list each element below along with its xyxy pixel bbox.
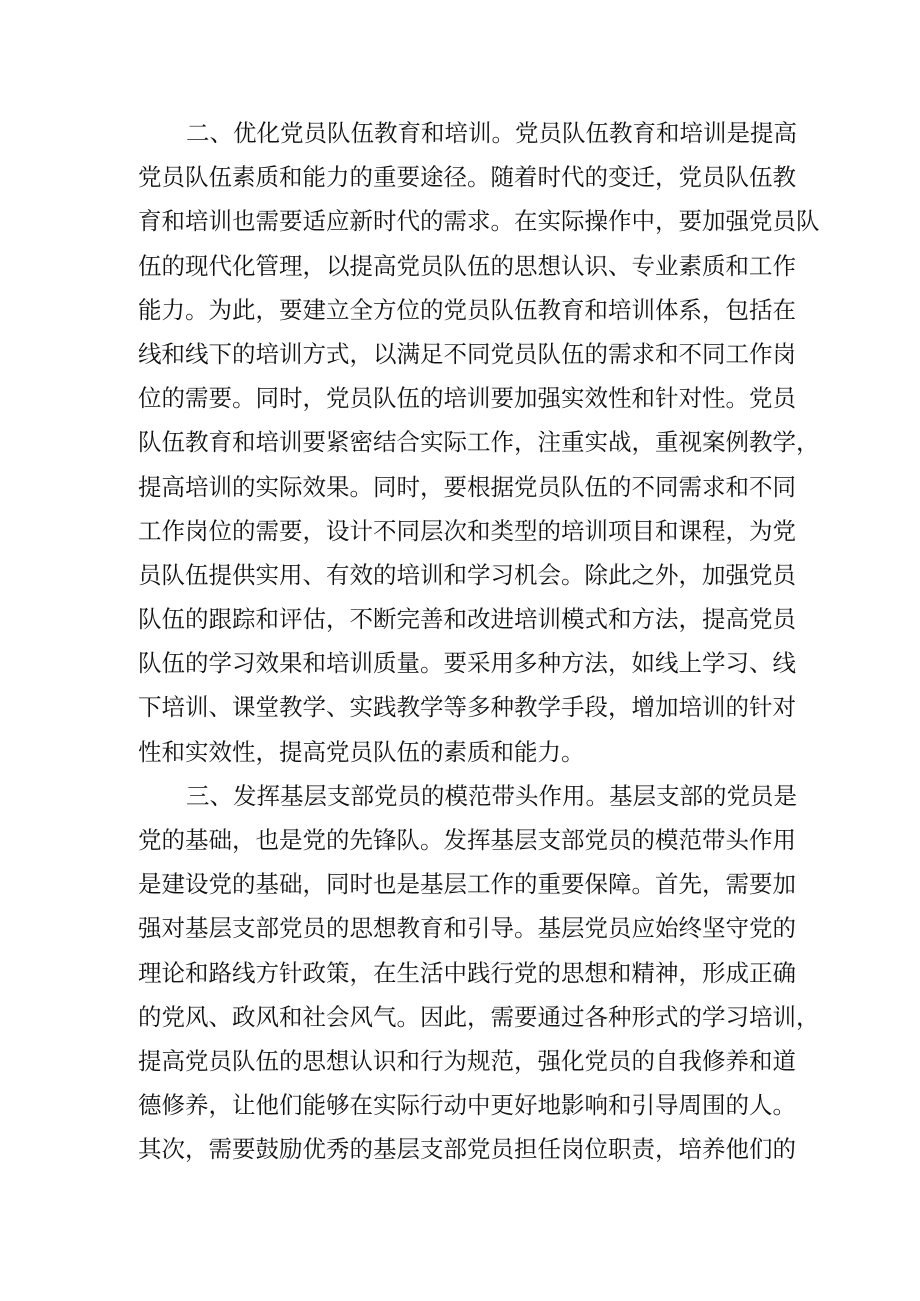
paragraph-line: 党的基础，也是党的先锋队。发挥基层支部党员的模范带头作用 xyxy=(138,826,796,854)
paragraph-line: 三、发挥基层支部党员的模范带头作用。基层支部的党员是 xyxy=(186,781,797,810)
paragraph-line: 提高党员队伍的思想认识和行为规范，强化党员的自我修养和道 xyxy=(138,1046,796,1075)
paragraph-2 xyxy=(138,111,820,774)
paragraph-line: 下培训、课堂教学、实践教学等多种教学手段，增加培训的针对 xyxy=(138,693,796,722)
paragraph-line: 能力。为此，要建立全方位的党员队伍教育和培训体系，包括在 xyxy=(138,295,796,324)
paragraph-line: 强对基层支部党员的思想教育和引导。基层党员应始终坚守党的 xyxy=(138,914,796,943)
paragraph-line: 线和线下的培训方式，以满足不同党员队伍的需求和不同工作岗 xyxy=(138,339,796,368)
paragraph-line: 是建设党的基础，同时也是基层工作的重要保障。首先，需要加 xyxy=(138,870,796,899)
paragraph-line: 队伍教育和培训要紧密结合实际工作，注重实战，重视案例教学， xyxy=(138,428,820,457)
paragraph-line: 队伍的学习效果和培训质量。要采用多种方法，如线上学习、线 xyxy=(138,649,796,678)
paragraph-line: 育和培训也需要适应新时代的需求。在实际操作中，要加强党员队 xyxy=(138,207,820,236)
paragraph-line: 队伍的跟踪和评估，不断完善和改进培训模式和方法，提高党员 xyxy=(138,605,796,634)
paragraph-line: 其次，需要鼓励优秀的基层支部党员担任岗位职责，培养他们的 xyxy=(138,1135,796,1164)
paragraph-line: 工作岗位的需要，设计不同层次和类型的培训项目和课程，为党 xyxy=(138,516,796,545)
paragraph-line: 二、优化党员队伍教育和培训。党员队伍教育和培训是提高 xyxy=(186,119,797,147)
paragraph-line: 提高培训的实际效果。同时，要根据党员队伍的不同需求和不同 xyxy=(138,472,796,501)
paragraph-line: 员队伍提供实用、有效的培训和学习机会。除此之外，加强党员 xyxy=(138,560,796,589)
paragraph-line: 德修养，让他们能够在实际行动中更好地影响和引导周围的人。 xyxy=(138,1091,796,1120)
paragraph-line: 位的需要。同时，党员队伍的培训要加强实效性和针对性。党员 xyxy=(138,384,796,413)
paragraph-line: 理论和路线方针政策，在生活中践行党的思想和精神，形成正确 xyxy=(138,958,796,987)
paragraph-line: 性和实效性，提高党员队伍的素质和能力。 xyxy=(138,737,585,766)
paragraph-line: 的党风、政风和社会风气。因此，需要通过各种形式的学习培训， xyxy=(138,1002,820,1031)
paragraph-3 xyxy=(138,774,820,1172)
paragraph-line: 伍的现代化管理，以提高党员队伍的思想认识、专业素质和工作 xyxy=(138,251,796,280)
paragraph-line: 党员队伍素质和能力的重要途径。随着时代的变迁，党员队伍教 xyxy=(138,163,796,192)
document-body xyxy=(138,111,820,1172)
